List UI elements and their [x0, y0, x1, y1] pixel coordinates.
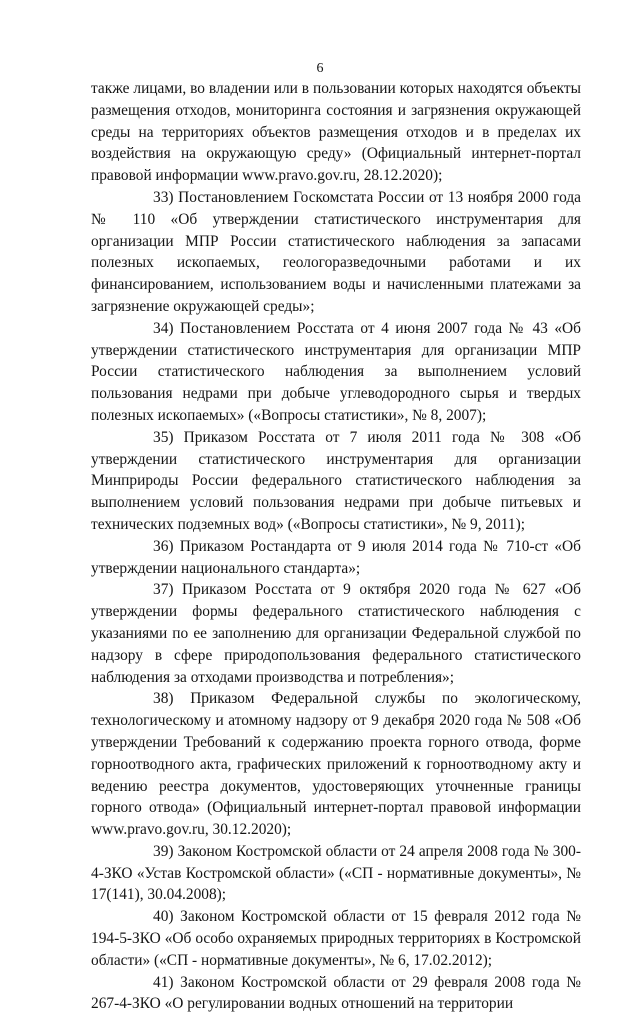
- page-number: 6: [316, 61, 324, 76]
- document-body: [91, 78, 581, 1015]
- paragraph-continuation: также лицами, во владении или в пользовании которых находятся объекты размещения отходов, мониторинга состояния и загрязнения окружающей среды на территориях объектов размещения отходов и в пределах их воздействия на окружающую среду» (Официальный интернет-портал правовой информации www.pravo.gov.ru, 28.12.2020);: [91, 80, 581, 185]
- list-item-40: 40) Законом Костромской области от 15 февраля 2012 года № 194-5-ЗКО «Об особо охраняемых природных территориях в Костромской области» («СП - нормативные документы», № 6, 17.02.2012);: [91, 908, 581, 969]
- list-item-41: 41) Законом Костромской области от 29 февраля 2008 года № 267-4-ЗКО «О регулировании водных отношений на территории: [91, 973, 581, 1013]
- list-item-33: 33) Постановлением Госкомстата России от 13 ноября 2000 года № 110 «Об утверждении статистического инструментария для организации МПР России статистического наблюдения за запасами полезных ископаемых, геологоразведочными работами и их финансированием, использованием воды и начисленными платежами за загрязнение окружающей среды»;: [91, 188, 581, 315]
- list-item-36: 36) Приказом Ростандарта от 9 июля 2014 года № 710-ст «Об утверждении национального стандарта»;: [91, 537, 581, 577]
- list-item-35: 35) Приказом Росстата от 7 июля 2011 года № 308 «Об утверждении статистического инструментария для организации Минприроды России федерального статистического наблюдения за выполнением условий пользования недрами при добыче питьевых и технических подземных вод» («Вопросы статистики», № 9, 2011);: [91, 428, 581, 533]
- list-item-37: 37) Приказом Росстата от 9 октября 2020 года № 627 «Об утверждении формы федерального статистического наблюдения с указаниями по ее заполнению для организации Федеральной службой по надзору в сфере природопользования федерального статистического наблюдения за отходами производства и потребления»;: [91, 581, 581, 686]
- list-item-39: 39) Законом Костромской области от 24 апреля 2008 года № 300-4-ЗКО «Устав Костромской области» («СП - нормативные документы», № 17(141), 30.04.2008);: [91, 842, 581, 904]
- list-item-38: 38) Приказом Федеральной службы по экологическому, технологическому и атомному надзору от 9 декабря 2020 года № 508 «Об утверждении Требований к содержанию проекта горного отвода, форме горноотводного акта, графических приложений к горноотводному акту и ведению реестра документов, удостоверяющих уточненные границы горного отвода» (Официальный интернет-портал правовой информации www.pravo.gov.ru, 30.12.2020);: [91, 690, 581, 839]
- list-item-34: 34) Постановлением Росстата от 4 июня 2007 года № 43 «Об утверждении статистического инструментария для организации МПР России статистического наблюдения за выполнением условий пользования недрами при добыче углеводородного сырья и твердых полезных ископаемых» («Вопросы статистики», № 8, 2007);: [91, 319, 581, 424]
